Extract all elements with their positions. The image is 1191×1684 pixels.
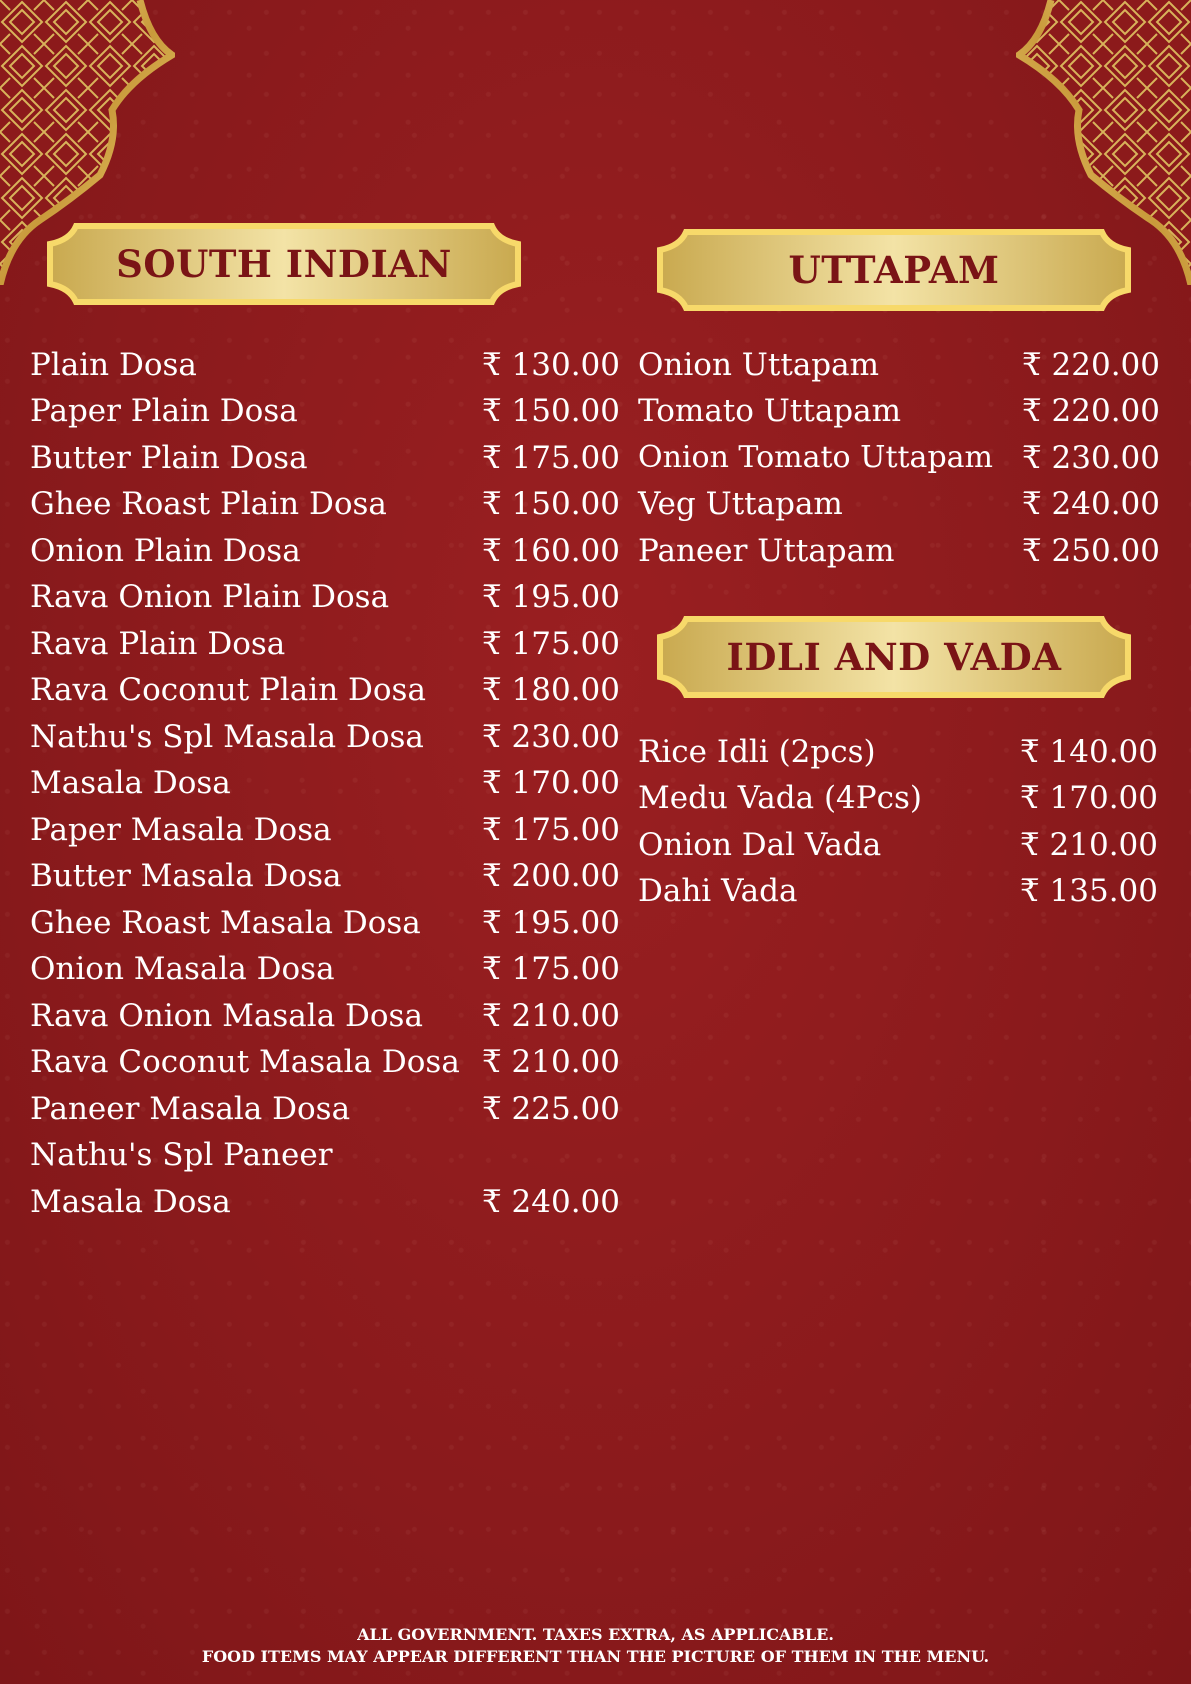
menu-item	[30, 993, 620, 1039]
item-price: ₹ 175.00	[481, 626, 620, 662]
menu-item	[30, 1179, 620, 1225]
idli-vada-title: IDLI AND VADA	[726, 635, 1062, 679]
item-name: Paper Masala Dosa	[30, 812, 332, 848]
item-name: Dahi Vada	[638, 873, 798, 909]
item-price: ₹ 230.00	[1021, 440, 1160, 476]
item-name: Masala Dosa	[30, 1184, 231, 1220]
menu-item	[638, 435, 1160, 481]
menu-item	[30, 1086, 620, 1132]
item-name: Rava Coconut Masala Dosa	[30, 1044, 460, 1080]
menu-item	[30, 1132, 620, 1178]
south-indian-title: SOUTH INDIAN	[116, 242, 452, 286]
item-name: Rava Onion Masala Dosa	[30, 998, 423, 1034]
item-name: Masala Dosa	[30, 765, 231, 801]
menu-item	[30, 621, 620, 667]
item-price: ₹ 220.00	[1021, 347, 1160, 383]
menu-item	[30, 528, 620, 574]
item-name: Tomato Uttapam	[638, 393, 902, 429]
menu-item	[638, 342, 1160, 388]
item-name: Ghee Roast Masala Dosa	[30, 905, 421, 941]
item-name: Onion Dal Vada	[638, 827, 882, 863]
item-name: Nathu's Spl Paneer	[30, 1137, 333, 1173]
item-name: Onion Tomato Uttapam	[638, 440, 993, 475]
menu-item	[30, 853, 620, 899]
menu-item	[638, 481, 1160, 527]
south-indian-banner	[46, 222, 522, 306]
item-price: ₹ 200.00	[481, 858, 620, 894]
item-name: Veg Uttapam	[638, 486, 843, 522]
uttapam-title: UTTAPAM	[788, 248, 1000, 292]
item-price: ₹ 195.00	[481, 905, 620, 941]
item-name: Butter Plain Dosa	[30, 440, 308, 476]
item-name: Butter Masala Dosa	[30, 858, 342, 894]
menu-item	[638, 388, 1160, 434]
item-name: Onion Uttapam	[638, 347, 880, 383]
item-name: Paneer Uttapam	[638, 533, 895, 569]
item-price: ₹ 150.00	[481, 393, 620, 429]
item-name: Nathu's Spl Masala Dosa	[30, 719, 424, 755]
menu-item	[638, 775, 1158, 821]
item-price: ₹ 170.00	[481, 765, 620, 801]
menu-item	[30, 946, 620, 992]
item-name: Onion Masala Dosa	[30, 951, 335, 987]
item-price: ₹ 175.00	[481, 812, 620, 848]
menu-item	[30, 807, 620, 853]
item-price: ₹ 240.00	[1021, 486, 1160, 522]
item-price: ₹ 250.00	[1021, 533, 1160, 569]
footer-disclaimer	[0, 1624, 1191, 1668]
menu-item	[638, 729, 1158, 775]
item-price: ₹ 230.00	[481, 719, 620, 755]
footer-picture-note: FOOD ITEMS MAY APPEAR DIFFERENT THAN THE PICTURE OF THEM IN THE MENU.	[201, 1647, 990, 1666]
item-name: Rava Onion Plain Dosa	[30, 579, 390, 615]
item-price: ₹ 175.00	[481, 440, 620, 476]
footer-taxes-note: ALL GOVERNMENT. TAXES EXTRA, AS APPLICABLE.	[357, 1625, 834, 1644]
menu-item	[30, 435, 620, 481]
item-price: ₹ 160.00	[481, 533, 620, 569]
item-name: Rava Plain Dosa	[30, 626, 286, 662]
item-price: ₹ 225.00	[481, 1091, 620, 1127]
item-name: Rava Coconut Plain Dosa	[30, 672, 426, 708]
item-name: Plain Dosa	[30, 347, 197, 383]
item-name: Rice Idli (2pcs)	[638, 734, 876, 770]
menu-item	[638, 528, 1160, 574]
item-price: ₹ 195.00	[481, 579, 620, 615]
menu-item	[30, 714, 620, 760]
item-price: ₹ 210.00	[481, 998, 620, 1034]
item-price: ₹ 210.00	[481, 1044, 620, 1080]
item-price: ₹ 210.00	[1019, 827, 1158, 863]
idli-vada-banner	[656, 615, 1132, 699]
menu-item	[30, 900, 620, 946]
item-price: ₹ 130.00	[481, 347, 620, 383]
menu-item	[30, 342, 620, 388]
menu-item	[30, 1039, 620, 1085]
item-price: ₹ 180.00	[481, 672, 620, 708]
item-price: ₹ 170.00	[1019, 780, 1158, 816]
item-price: ₹ 175.00	[481, 951, 620, 987]
item-price: ₹ 135.00	[1019, 873, 1158, 909]
menu-item	[638, 868, 1158, 914]
menu-item	[30, 388, 620, 434]
item-price: ₹ 150.00	[481, 486, 620, 522]
menu-item	[30, 667, 620, 713]
item-name: Onion Plain Dosa	[30, 533, 301, 569]
menu-item	[30, 481, 620, 527]
item-name: Ghee Roast Plain Dosa	[30, 486, 387, 522]
menu-item	[30, 760, 620, 806]
item-price: ₹ 220.00	[1021, 393, 1160, 429]
uttapam-banner	[656, 228, 1132, 312]
item-price: ₹ 140.00	[1019, 734, 1158, 770]
item-name: Paper Plain Dosa	[30, 393, 298, 429]
menu-item	[638, 822, 1158, 868]
item-price: ₹ 240.00	[481, 1184, 620, 1220]
item-name: Paneer Masala Dosa	[30, 1091, 351, 1127]
menu-item	[30, 574, 620, 620]
item-name: Medu Vada (4Pcs)	[638, 780, 922, 816]
